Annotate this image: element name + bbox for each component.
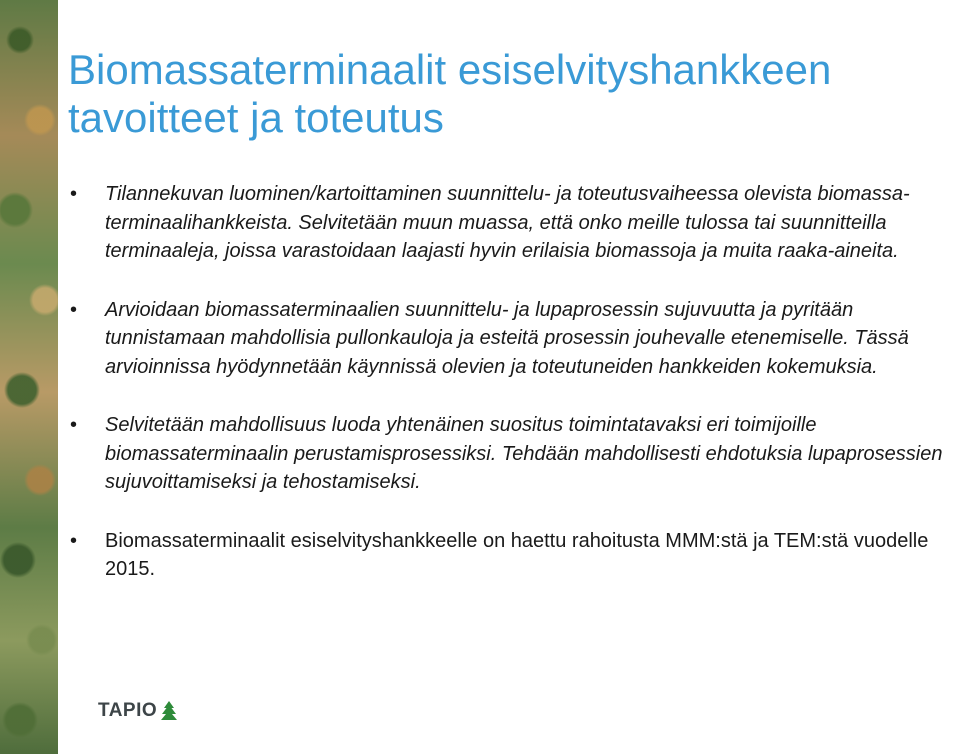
bullet-item bbox=[68, 527, 958, 584]
bullet-item bbox=[68, 296, 958, 382]
bullet-text: Tilannekuvan luominen/kartoittaminen suunnittelu- ja toteutusvaiheessa olevista biomassa-terminaalihankkeista. Selvitetään muun muassa, että onko meille tulossa tai suunnitteilla terminaaleja, joissa varastoidaan laajasti hyvin erilaisia biomassoja ja muita raaka-aineita. bbox=[105, 183, 910, 262]
slide-title: Biomassaterminaalit esiselvityshankkeen tavoitteet ja toteutus bbox=[68, 46, 832, 141]
bullet-marker: • bbox=[70, 298, 78, 321]
side-photo-strip bbox=[0, 0, 58, 754]
logo-text: TAPIO bbox=[98, 700, 158, 721]
bullet-list bbox=[68, 180, 958, 584]
bullet-text: Biomassaterminaalit esiselvityshankkeelle on haettu rahoitusta MMM:stä ja TEM:stä vuodelle 2015. bbox=[105, 529, 929, 580]
bullet-marker: • bbox=[70, 414, 78, 436]
bullet-item bbox=[68, 180, 958, 266]
bullet-item bbox=[68, 411, 958, 497]
bullet-marker: • bbox=[70, 529, 78, 552]
bullet-text: Arvioidaan biomassaterminaalien suunnittelu- ja lupaprosessin sujuvuutta ja pyritään tunnistamaan mahdollisia pullonkauloja ja esteitä prosessin jouhevalle etenemiselle. Tässä arvioinnissa hyödynnetään käynnissä olevien ja toteutuneiden hankkeiden kokemuksia. bbox=[105, 298, 909, 378]
bullet-marker: • bbox=[70, 183, 78, 205]
tree-icon bbox=[161, 701, 177, 721]
tapio-logo bbox=[98, 700, 177, 722]
bullet-text: Selvitetään mahdollisuus luoda yhtenäinen suositus toimintatavaksi eri toimijoille biomassaterminaalin perustamisprosessiksi. Tehdään mahdollisesti ehdotuksia lupaprosessien sujuvoittamiseksi ja tehostamiseksi. bbox=[105, 414, 943, 493]
